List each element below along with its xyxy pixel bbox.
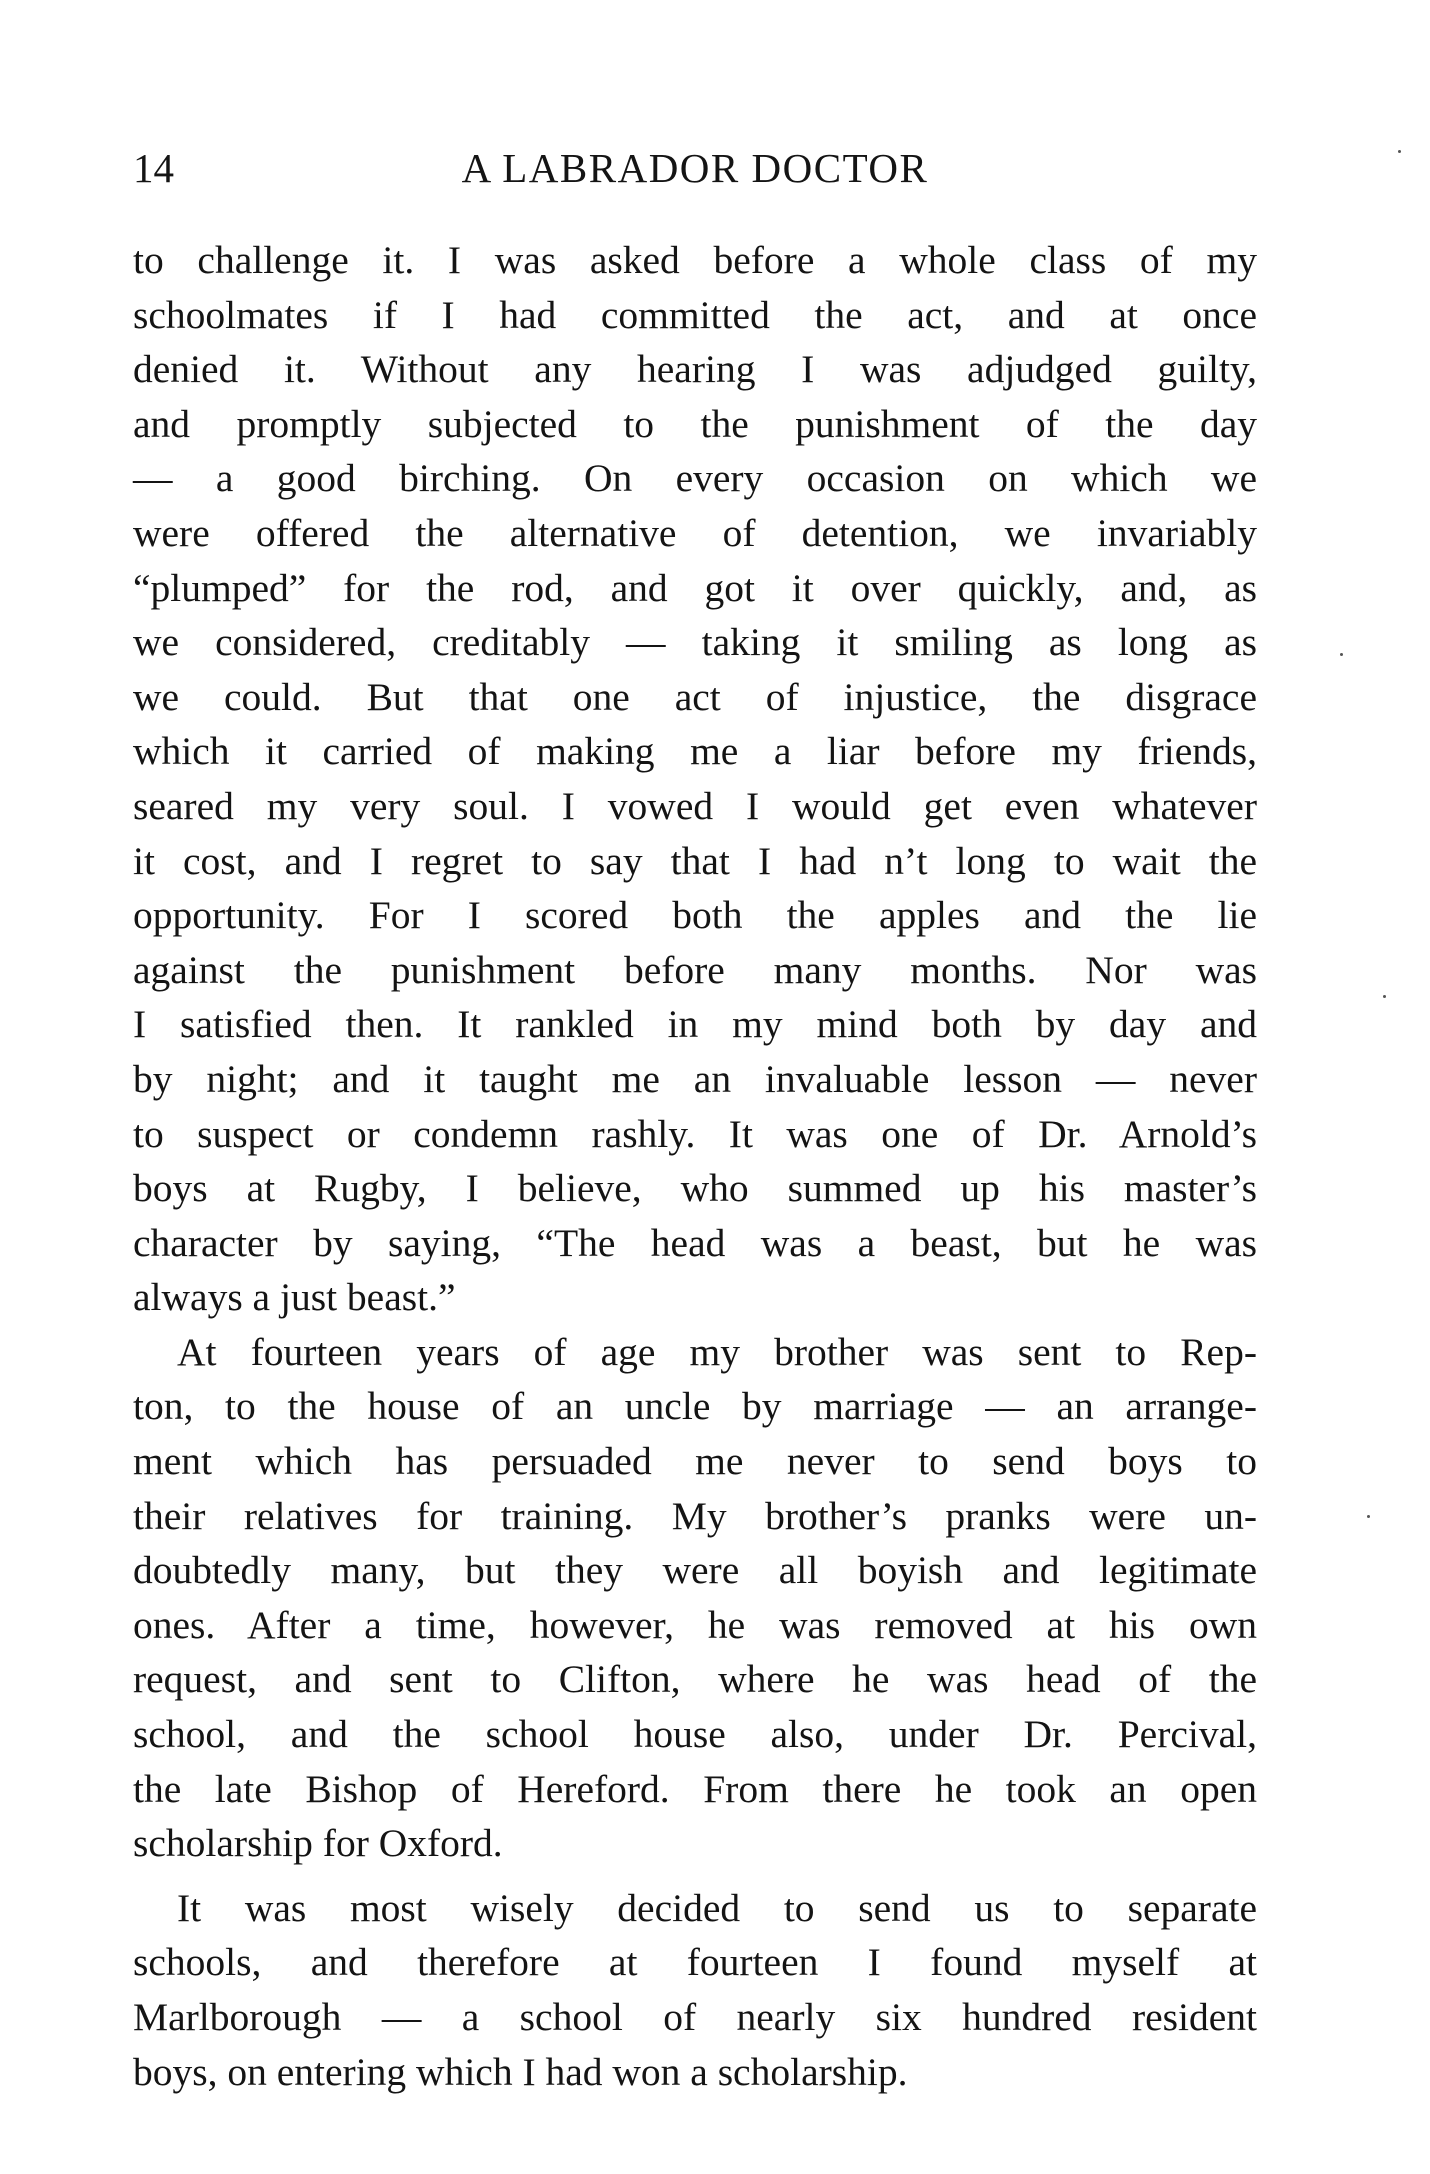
scan-speck bbox=[1383, 995, 1386, 998]
page-number: 14 bbox=[133, 145, 174, 191]
text-line: schoolmates if I had committed the act, and at once bbox=[133, 292, 1257, 337]
text-line: ones. After a time, however, he was removed at his own bbox=[133, 1602, 1257, 1647]
text-line: — a good birching. On every occasion on which we bbox=[133, 456, 1257, 501]
text-line: were offered the alternative of detention, we invariably bbox=[133, 510, 1257, 555]
text-line: by night; and it taught me an invaluable lesson — never bbox=[133, 1056, 1257, 1101]
paragraph-2 bbox=[133, 1325, 1257, 1871]
text-line: school, and the school house also, under Dr. Percival, bbox=[133, 1712, 1257, 1757]
text-line: it cost, and I regret to say that I had n’t long to wait the bbox=[133, 838, 1257, 883]
text-line: request, and sent to Clifton, where he was head of the bbox=[133, 1657, 1257, 1702]
text-line: boys, on entering which I had won a scholarship. bbox=[133, 2049, 908, 2094]
text-line: boys at Rugby, I believe, who summed up his master’s bbox=[133, 1166, 1257, 1211]
text-line: always a just beast.” bbox=[133, 1275, 456, 1320]
text-line: character by saying, “The head was a beast, but he was bbox=[133, 1220, 1257, 1265]
scan-speck bbox=[1367, 1515, 1370, 1518]
text-line: denied it. Without any hearing I was adjudged guilty, bbox=[133, 347, 1257, 392]
text-line: It was most wisely decided to send us to separate bbox=[177, 1885, 1257, 1930]
text-line: doubtedly many, but they were all boyish and legitimate bbox=[133, 1548, 1257, 1593]
text-line: Marlborough — a school of nearly six hundred resident bbox=[133, 1995, 1257, 2039]
running-title: A LABRADOR DOCTOR bbox=[461, 145, 929, 191]
running-head bbox=[133, 140, 1257, 196]
paragraph-1 bbox=[133, 233, 1257, 1325]
scan-speck bbox=[1340, 653, 1343, 656]
paragraph-spacer bbox=[133, 1871, 1257, 1881]
text-line: and promptly subjected to the punishment of the day bbox=[133, 401, 1257, 446]
text-line: the late Bishop of Hereford. From there he took an open bbox=[133, 1766, 1257, 1811]
text-line: ment which has persuaded me never to send boys to bbox=[133, 1439, 1257, 1484]
text-line: schools, and therefore at fourteen I found myself at bbox=[133, 1940, 1257, 1985]
text-line: their relatives for training. My brother’s pranks were un- bbox=[133, 1493, 1257, 1538]
text-line: to challenge it. I was asked before a whole class of my bbox=[133, 238, 1257, 282]
scan-speck bbox=[1398, 150, 1401, 153]
text-line: At fourteen years of age my brother was sent to Rep- bbox=[177, 1329, 1257, 1374]
text-line: scholarship for Oxford. bbox=[133, 1821, 503, 1866]
text-line: ton, to the house of an uncle by marriage — an arrange- bbox=[133, 1384, 1257, 1429]
text-line: we could. But that one act of injustice, the disgrace bbox=[133, 674, 1257, 719]
paragraph-3 bbox=[133, 1881, 1257, 2099]
body-text bbox=[133, 233, 1257, 2099]
text-line: against the punishment before many months. Nor was bbox=[133, 947, 1257, 992]
text-line: we considered, creditably — taking it smiling as long as bbox=[133, 620, 1257, 665]
text-line: seared my very soul. I vowed I would get even whatever bbox=[133, 783, 1257, 828]
text-line: opportunity. For I scored both the apples and the lie bbox=[133, 893, 1257, 938]
text-line: which it carried of making me a liar before my friends, bbox=[133, 729, 1257, 774]
text-line: “plumped” for the rod, and got it over quickly, and, as bbox=[133, 565, 1257, 610]
text-line: to suspect or condemn rashly. It was one of Dr. Arnold’s bbox=[133, 1111, 1257, 1156]
text-line: I satisfied then. It rankled in my mind both by day and bbox=[133, 1002, 1257, 1047]
